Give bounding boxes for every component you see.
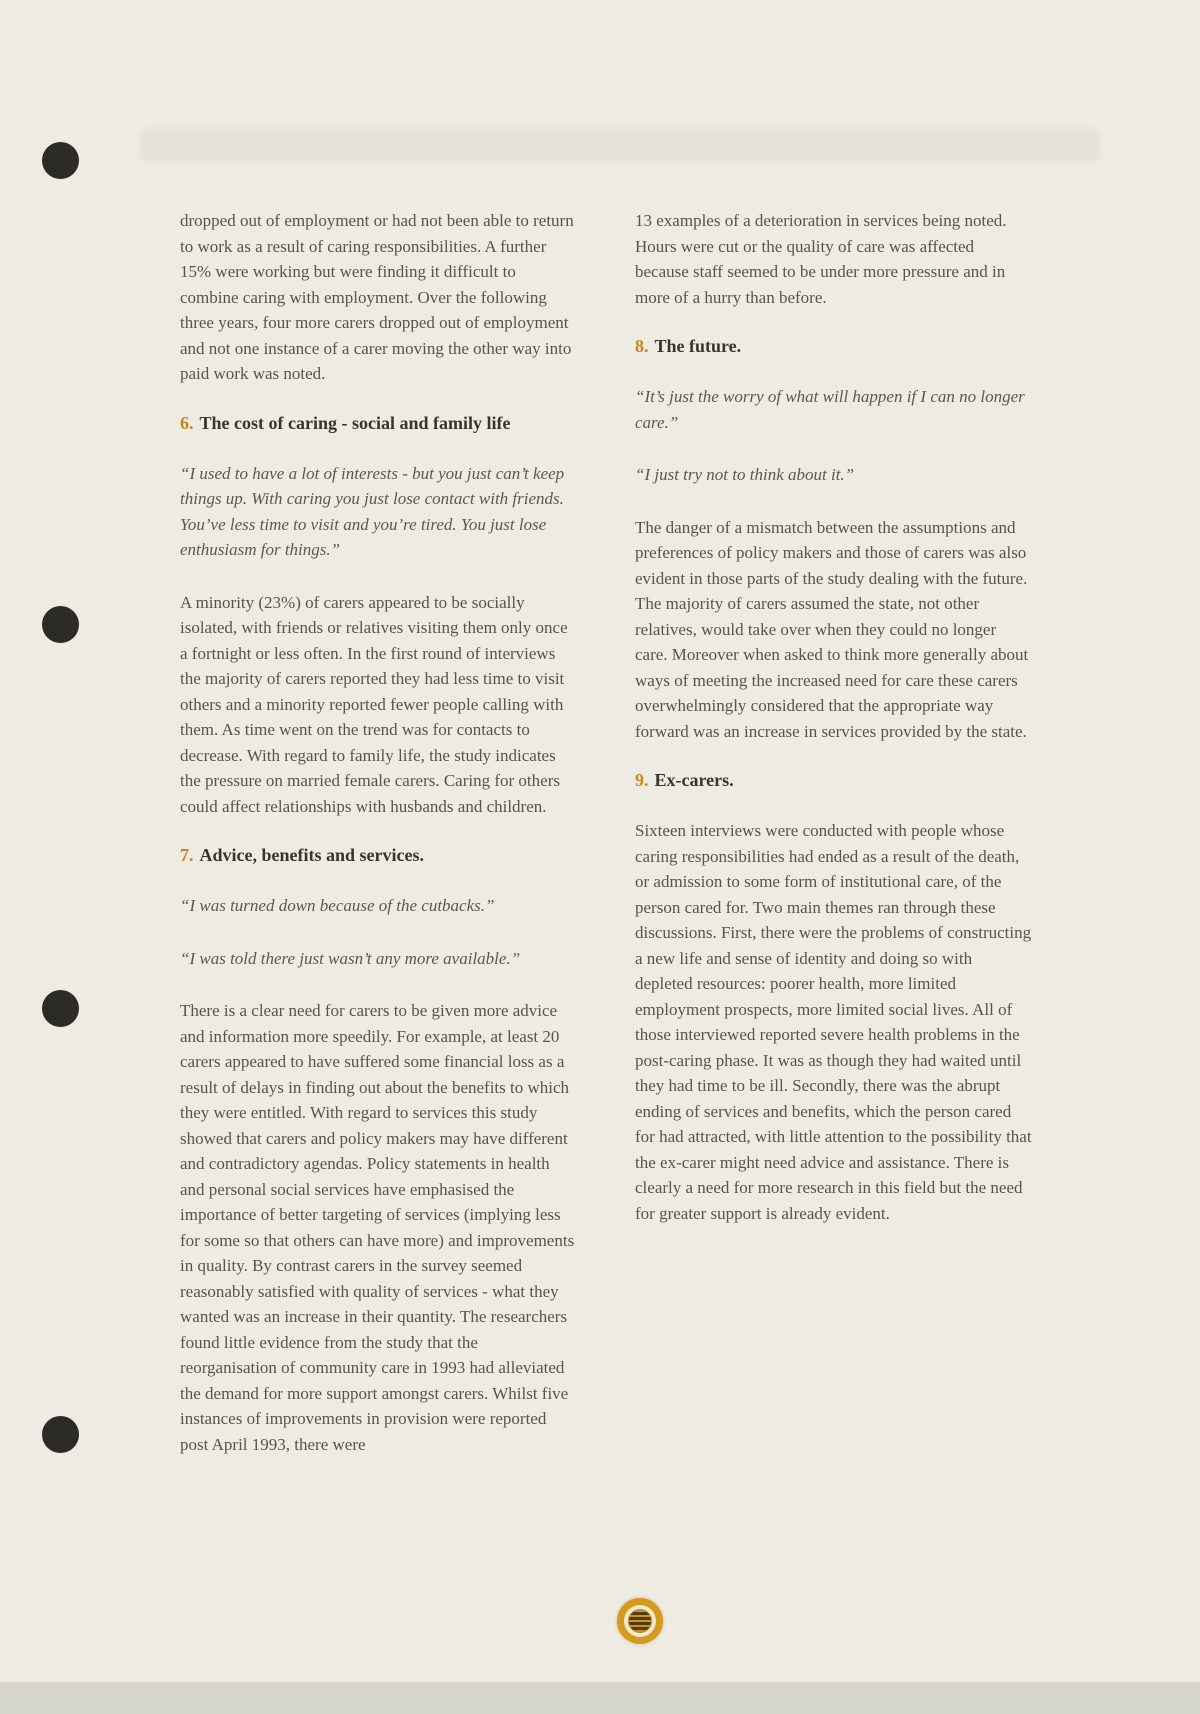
left-column	[180, 208, 577, 1481]
logo-striped-core	[628, 1609, 652, 1633]
body-paragraph: The danger of a mismatch between the assumptions and preferences of policy makers and those of carers was also evident in those parts of the study dealing with the future. The majority of carers assumed the state, not other relatives, would take over when they could no longer care. Moreover when asked to think more generally about ways of meeting the increased need for care these carers overwhelmingly considered that the appropriate way forward was an increase in services provided by the state.	[635, 517, 1029, 741]
hole-punch-dot	[42, 990, 79, 1027]
section-title: The cost of caring - social and family life	[199, 412, 511, 433]
section-heading	[635, 334, 1032, 358]
section-heading	[635, 768, 1032, 792]
body-paragraph: dropped out of employment or had not been able to return to work as a result of caring responsibilities. A further 15% were working but were finding it difficult to combine caring with employment. Over the following three years, four more carers dropped out of employment and not one instance of a carer moving the other way into paid work was noted.	[180, 211, 574, 383]
section-number: 6.	[180, 412, 194, 433]
section-number: 9.	[635, 770, 649, 790]
section-heading	[180, 843, 577, 867]
body-paragraph: A minority (23%) of carers appeared to be socially isolated, with friends or relatives visiting them only once a fortnight or less often. In the first round of interviews the majority of carers reported they had less time to visit others and a minority reported fewer people calling with them. As time went on the trend was for contacts to decrease. With regard to family life, the study indicates the pressure on married female carers. Caring for others could affect relationships with husbands and children.	[180, 592, 568, 816]
section-number: 8.	[635, 336, 649, 356]
quote-paragraph: “I just try not to think about it.”	[635, 465, 855, 484]
quote-paragraph: “I used to have a lot of interests - but you just can’t keep things up. With caring you just lose contact with friends. You’ve less time to visit and you’re tired. You just lose enthusiasm for things.”	[180, 463, 565, 559]
body-paragraph: There is a clear need for carers to be given more advice and information more speedily. For example, at least 20 carers appeared to have suffered some financial loss as a result of delays in finding out about the benefits to which they were entitled. With regard to services this study showed that carers and policy makers may have different and contradictory agendas. Policy statements in health and personal social services have emphasised the importance of better targeting of services (implying less for some so that others can have more) and improvements in quality. By contrast carers in the survey seemed reasonably satisfied with quality of services - what they wanted was an increase in their quantity. The researchers found little evidence from the study that the reorganisation of community care in 1993 had alleviated the demand for more support amongst carers. Whilst five instances of improvements in provision were reported post April 1993, there were	[180, 1001, 575, 1454]
body-paragraph: 13 examples of a deterioration in services being noted. Hours were cut or the quality of care was affected because staff seemed to be under more pressure and in more of a hurry than before.	[635, 211, 1007, 307]
scan-edge-band	[0, 1682, 1200, 1714]
body-paragraph: Sixteen interviews were conducted with people whose caring responsibilities had ended as a result of the death, or admission to some form of institutional care, of the person cared for. Two main themes ran through these discussions. First, there were the problems of constructing a new life and sense of identity and doing so with depleted resources: poorer health, more limited employment prospects, more limited social lives. All of those interviewed reported severe health problems in the post-caring phase. It was as though they had waited until they had time to be ill. Secondly, there was the abrupt ending of services and benefits, which the person cared for had attracted, with little attention to the possibility that the ex-carer might need advice and assistance. There is clearly a need for more research in this field but the need for greater support is already evident.	[635, 821, 1032, 1223]
section-title: Ex-carers.	[654, 770, 734, 790]
section-title: The future.	[654, 336, 742, 356]
quote-paragraph: “I was told there just wasn’t any more available.”	[180, 948, 521, 968]
hole-punch-dot	[42, 142, 79, 179]
quote-paragraph: “I was turned down because of the cutbacks.”	[180, 896, 495, 915]
right-column	[635, 208, 1032, 1481]
section-number: 7.	[180, 845, 194, 865]
hole-punch-dot	[42, 1416, 79, 1453]
publisher-logo-icon	[617, 1598, 663, 1644]
quote-paragraph: “It’s just the worry of what will happen if I can no longer care.”	[635, 387, 1025, 432]
hole-punch-dot	[42, 606, 79, 643]
two-column-text-area	[180, 208, 1032, 1481]
section-title: Advice, benefits and services.	[199, 845, 424, 865]
scan-shadow-artifact	[140, 128, 1100, 162]
section-heading	[180, 411, 577, 435]
